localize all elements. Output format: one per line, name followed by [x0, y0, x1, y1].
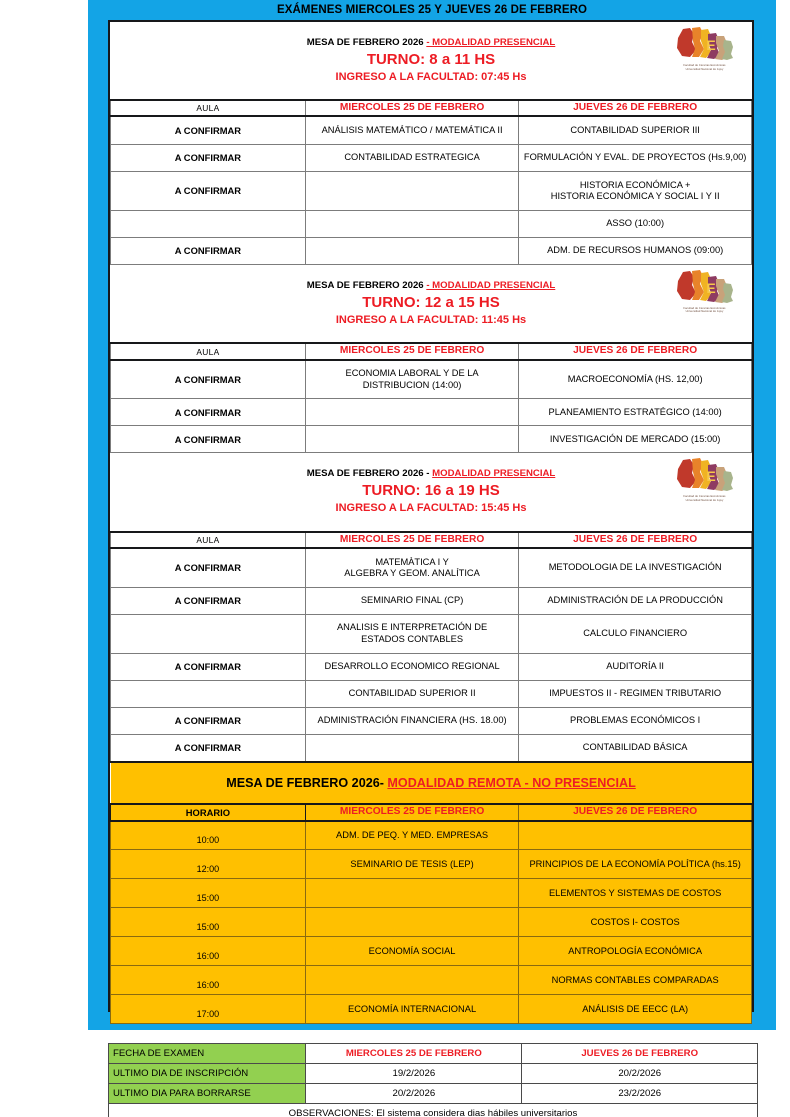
cell-jueves: ANÁLISIS DE EECC (LA): [519, 995, 752, 1024]
cell-aula: A CONFIRMAR: [111, 548, 306, 587]
cell-jueves: METODOLOGIA DE LA INVESTIGACIÓN: [519, 548, 752, 587]
column-header-jueves: JUEVES 26 DE FEBRERO: [519, 804, 752, 820]
cell-horario: 16:00: [111, 966, 306, 995]
cell-jueves: PRINCIPIOS DE LA ECONOMÍA POLÍTICA (hs.15): [519, 850, 752, 879]
cell-aula: A CONFIRMAR: [111, 116, 306, 144]
cell-miercoles: ECONOMÍA INTERNACIONAL: [305, 995, 518, 1024]
cell-jueves: ASSO (10:00): [519, 210, 752, 237]
cell-miercoles: [305, 210, 518, 237]
cell-aula: [111, 680, 306, 707]
table-row: [111, 734, 752, 762]
cell-jueves: [519, 821, 752, 850]
cell-jueves: FORMULACIÓN Y EVAL. DE PROYECTOS (Hs.9,00): [519, 144, 752, 171]
deadline-label: ULTIMO DIA PARA BORRARSE: [109, 1084, 306, 1104]
cell-horario: 10:00: [111, 821, 306, 850]
deadline-label: FECHA DE EXAMEN: [109, 1044, 306, 1064]
section-banner-1: [111, 264, 752, 343]
cell-jueves: PROBLEMAS ECONÓMICOS I: [519, 707, 752, 734]
deadlines-table-wrap: [108, 1043, 758, 1117]
cell-miercoles: [305, 399, 518, 426]
column-header-row: [111, 100, 752, 116]
cell-miercoles: CONTABILIDAD ESTRATEGICA: [305, 144, 518, 171]
remote-banner: [111, 762, 752, 804]
section-mesa-line: [111, 280, 752, 292]
section-banner-2: [111, 453, 752, 532]
cell-jueves: PLANEAMIENTO ESTRATÉGICO (14:00): [519, 399, 752, 426]
cell-jueves: IMPUESTOS II - REGIMEN TRIBUTARIO: [519, 680, 752, 707]
column-header-miercoles: MIERCOLES 25 DE FEBRERO: [305, 804, 518, 820]
cell-aula: A CONFIRMAR: [111, 587, 306, 614]
table-row: [111, 210, 752, 237]
section-ingreso: INGRESO A LA FACULTAD: 11:45 Hs: [335, 313, 527, 326]
cell-miercoles: [305, 237, 518, 264]
deadline-jueves: 23/2/2026: [522, 1084, 758, 1104]
deadline-jueves: 20/2/2026: [522, 1064, 758, 1084]
cell-aula: [111, 614, 306, 653]
section-banner-row: [111, 264, 752, 343]
cell-horario: 17:00: [111, 995, 306, 1024]
section-mesa: MESA DE FEBRERO 2026: [306, 279, 424, 291]
table-row: [111, 171, 752, 210]
column-header-jueves: JUEVES 26 DE FEBRERO: [519, 100, 752, 116]
cell-jueves: ANTROPOLOGÍA ECONÓMICA: [519, 937, 752, 966]
schedule-table: [110, 22, 752, 1024]
cell-miercoles: CONTABILIDAD SUPERIOR II: [305, 680, 518, 707]
column-header-miercoles: MIERCOLES 25 DE FEBRERO: [305, 100, 518, 116]
cell-jueves: COSTOS I- COSTOS: [519, 908, 752, 937]
cell-miercoles: DESARROLLO ECONOMICO REGIONAL: [305, 653, 518, 680]
remote-banner-row: [111, 762, 752, 804]
logo-caption-line2: Universidad Nacional de Jujuy: [685, 498, 724, 502]
section-mesa-line: [111, 468, 752, 480]
section-turno: TURNO: 16 a 19 HS: [362, 482, 500, 500]
cell-horario: 15:00: [111, 908, 306, 937]
cell-jueves: ADMINISTRACIÓN DE LA PRODUCCIÓN: [519, 587, 752, 614]
cell-miercoles: [305, 734, 518, 762]
table-row: [109, 1044, 758, 1064]
schedule-frame: [88, 0, 776, 1030]
table-row: [111, 116, 752, 144]
column-header-aula: AULA: [111, 343, 306, 359]
cell-miercoles: MATEMÀTICA I Y ALGEBRA Y GEOM. ANALÍTICA: [305, 548, 518, 587]
deadlines-table: [108, 1043, 758, 1117]
cell-jueves: CALCULO FINANCIERO: [519, 614, 752, 653]
deadline-miercoles: 20/2/2026: [306, 1084, 522, 1104]
section-ingreso: INGRESO A LA FACULTAD: 15:45 Hs: [335, 502, 527, 515]
section-turno: TURNO: 12 a 15 HS: [362, 293, 500, 311]
column-header-row: [111, 343, 752, 359]
column-header-miercoles: MIERCOLES 25 DE FEBRERO: [305, 343, 518, 359]
page-title: EXÁMENES MIERCOLES 25 Y JUEVES 26 DE FEBRERO: [276, 4, 588, 16]
cell-horario: 16:00: [111, 937, 306, 966]
table-row: [111, 937, 752, 966]
deadline-miercoles: 19/2/2026: [306, 1064, 522, 1084]
cell-miercoles: SEMINARIO DE TESIS (LEP): [305, 850, 518, 879]
cell-miercoles: ECONOMIA LABORAL Y DE LA DISTRIBUCION (14:00): [305, 360, 518, 399]
section-modalidad: - MODALIDAD PRESENCIAL: [426, 36, 556, 48]
cell-miercoles: SEMINARIO FINAL (CP): [305, 587, 518, 614]
deadline-jueves: JUEVES 26 DE FEBRERO: [522, 1044, 758, 1064]
observations-row: [109, 1104, 758, 1117]
cell-horario: 12:00: [111, 850, 306, 879]
section-banner-row: [111, 453, 752, 532]
deadline-label: ULTIMO DIA DE INSCRIPCIÓN: [109, 1064, 306, 1084]
cell-jueves: CONTABILIDAD SUPERIOR III: [519, 116, 752, 144]
table-row: [109, 1064, 758, 1084]
section-mesa: MESA DE FEBRERO 2026 -: [306, 468, 430, 480]
cell-aula: [111, 210, 306, 237]
table-row: [111, 821, 752, 850]
cell-miercoles: ANALISIS E INTERPRETACIÓN DE ESTADOS CONTABLES: [305, 614, 518, 653]
logo-caption-line1: Facultad de Ciencias Económicas: [683, 64, 726, 67]
cell-horario: 15:00: [111, 879, 306, 908]
cell-miercoles: ECONOMÍA SOCIAL: [305, 937, 518, 966]
table-row: [111, 144, 752, 171]
remote-banner-prefix: MESA DE FEBRERO 2026-: [226, 775, 384, 790]
remote-banner-modalidad: MODALIDAD REMOTA - NO PRESENCIAL: [387, 775, 636, 790]
table-row: [111, 548, 752, 587]
section-banner-0: [111, 22, 752, 100]
cell-jueves: ELEMENTOS Y SISTEMAS DE COSTOS: [519, 879, 752, 908]
section-turno: TURNO: 8 a 11 HS: [366, 50, 496, 68]
logo-caption-line1: Facultad de Ciencias Económicas: [683, 306, 726, 310]
cell-aula: A CONFIRMAR: [111, 653, 306, 680]
facultad-ciencias-economicas-logo: [672, 267, 738, 319]
section-mesa: MESA DE FEBRERO 2026: [306, 36, 424, 48]
section-ingreso: INGRESO A LA FACULTAD: 07:45 Hs: [335, 70, 527, 83]
column-header-aula: AULA: [111, 100, 306, 116]
section-modalidad: MODALIDAD PRESENCIAL: [432, 468, 556, 480]
remote-column-header-row: [111, 804, 752, 820]
cell-miercoles: ADM. DE PEQ. Y MED. EMPRESAS: [305, 821, 518, 850]
column-header-jueves: JUEVES 26 DE FEBRERO: [519, 343, 752, 359]
column-header-jueves: JUEVES 26 DE FEBRERO: [519, 532, 752, 548]
table-row: [111, 653, 752, 680]
cell-miercoles: [305, 426, 518, 453]
table-row: [111, 614, 752, 653]
cell-jueves: MACROECONOMÍA (HS. 12,00): [519, 360, 752, 399]
cell-jueves: NORMAS CONTABLES COMPARADAS: [519, 966, 752, 995]
facultad-ciencias-economicas-logo: [672, 455, 738, 507]
column-header-horario: HORARIO: [111, 804, 306, 820]
table-row: [111, 360, 752, 399]
table-row: [111, 966, 752, 995]
cell-miercoles: ANÁLISIS MATEMÁTICO / MATEMÁTICA II: [305, 116, 518, 144]
cell-miercoles: ADMINISTRACIÓN FINANCIERA (HS. 18.00): [305, 707, 518, 734]
observations-text: OBSERVACIONES: El sistema considera dias hábiles universitarios: [109, 1104, 758, 1117]
table-row: [111, 995, 752, 1024]
table-row: [111, 879, 752, 908]
cell-aula: A CONFIRMAR: [111, 360, 306, 399]
table-row: [111, 908, 752, 937]
facultad-ciencias-economicas-logo: [672, 24, 738, 76]
table-row: [111, 426, 752, 453]
cell-aula: A CONFIRMAR: [111, 399, 306, 426]
section-mesa-line: [111, 37, 752, 49]
column-header-miercoles: MIERCOLES 25 DE FEBRERO: [305, 532, 518, 548]
cell-jueves: INVESTIGACIÓN DE MERCADO (15:00): [519, 426, 752, 453]
cell-miercoles: [305, 171, 518, 210]
cell-aula: A CONFIRMAR: [111, 426, 306, 453]
table-row: [111, 399, 752, 426]
cell-miercoles: [305, 908, 518, 937]
cell-aula: A CONFIRMAR: [111, 734, 306, 762]
table-row: [111, 680, 752, 707]
table-row: [109, 1084, 758, 1104]
deadline-miercoles: MIERCOLES 25 DE FEBRERO: [306, 1044, 522, 1064]
cell-jueves: ADM. DE RECURSOS HUMANOS (09:00): [519, 237, 752, 264]
cell-aula: A CONFIRMAR: [111, 144, 306, 171]
logo-mark-icon: [672, 24, 738, 64]
cell-miercoles: [305, 879, 518, 908]
logo-caption-line2: Universidad Nacional de Jujuy: [685, 67, 724, 71]
svg-text:E: E: [705, 468, 716, 485]
table-row: [111, 237, 752, 264]
cell-jueves: AUDITORÍA II: [519, 653, 752, 680]
cell-aula: A CONFIRMAR: [111, 707, 306, 734]
table-row: [111, 707, 752, 734]
svg-text:E: E: [705, 279, 716, 296]
column-header-aula: AULA: [111, 532, 306, 548]
logo-caption-line1: Facultad de Ciencias Económicas: [683, 495, 726, 499]
logo-mark-icon: [672, 455, 738, 495]
section-banner-row: [111, 22, 752, 100]
logo-mark-icon: [672, 267, 738, 307]
column-header-row: [111, 532, 752, 548]
table-row: [111, 850, 752, 879]
schedule-inner-panel: [108, 20, 754, 1020]
cell-aula: A CONFIRMAR: [111, 171, 306, 210]
cell-jueves: HISTORIA ECONÓMICA + HISTORIA ECONÓMICA Y SOCIAL I Y II: [519, 171, 752, 210]
section-modalidad: - MODALIDAD PRESENCIAL: [426, 279, 556, 291]
cell-jueves: CONTABILIDAD BÁSICA: [519, 734, 752, 762]
svg-text:E: E: [705, 37, 716, 53]
cell-miercoles: [305, 966, 518, 995]
logo-caption-line2: Universidad Nacional de Jujuy: [685, 310, 724, 314]
table-row: [111, 587, 752, 614]
cell-aula: A CONFIRMAR: [111, 237, 306, 264]
